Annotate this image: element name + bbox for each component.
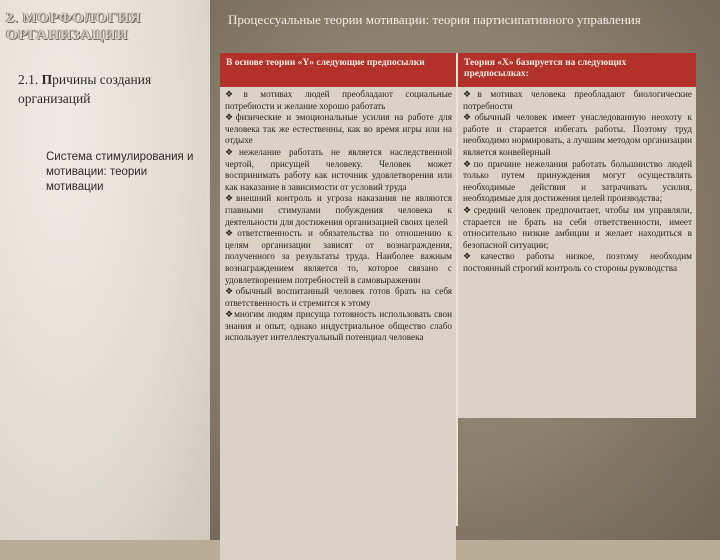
list-item: ❖нежелание работать не является наследственной чертой, присущей человеку. Человек может воспринимать работу как источник удовлетворения или как наказание в зависимости от условий труда	[225, 146, 452, 192]
list-item: ❖средний человек предпочитает, чтобы им управляли, старается не брать на себя ответственности, имеет относительно низкие амбиции и желает находиться в безопасной ситуации;	[463, 204, 692, 250]
list-item: ❖обычный человек имеет унаследованную неохоту к работе и старается избегать работы. Поэтому труд необходимо нормировать, а лучшим методом организации является конвейерный	[463, 112, 692, 157]
list-item: ❖ответственность и обязательства по отношению к целям организации зависят от вознаграждения, полученного за результаты труда. Наиболее важным вознаграждением является то, которое связано с удовлетворением потребностей в самовыражении	[225, 228, 452, 285]
theory-x-column	[458, 53, 696, 418]
list-item: ❖обычный воспитанный человек готов брать на себя ответственность и стремится к этому	[225, 286, 452, 308]
list-item: ❖физические и эмоциональные усилия на работе для человека так же естественны, как во время игры или на отдыхе	[225, 112, 452, 146]
slide-title: Процессуальные теории мотивации: теория партисипативного управления	[228, 12, 641, 27]
theory-y-header: В основе теории «Y» следующие предпосылки	[220, 53, 456, 87]
subsection-text: ричины создания организаций	[18, 72, 152, 106]
list-item: ❖в мотивах человека преобладают биологические потребности	[463, 89, 692, 111]
list-item: ❖по причине нежелания работать большинство людей только путем принуждения могут осуществлять необходимые действия и затрачивать усилия, необходимые для достижения целей производства;	[463, 158, 692, 204]
theory-y-body	[220, 87, 456, 560]
list-item: ❖многим людям присуща готовность использовать свои знания и опыт, однако индустриальное общество слабо использует интеллектуальный потенциал человека	[225, 309, 452, 343]
theory-y-column	[220, 53, 456, 560]
section-title: 2. МОРФОЛОГИЯ ОРГАНИЗАЦИИ	[6, 10, 142, 43]
subsection-title	[18, 70, 203, 108]
subsection-number: 2.1.	[18, 72, 39, 87]
list-item: ❖внешний контроль и угроза наказания не являются главными стимулами побуждения человека к деятельности для достижения организацией своих целей	[225, 193, 452, 227]
theory-x-header: Теория «Х» базируется на следующих предпосылках:	[458, 53, 696, 87]
list-item: ❖в мотивах людей преобладают социальные потребности и желание хорошо работать	[225, 89, 452, 111]
theory-x-body	[458, 87, 696, 418]
left-panel	[0, 0, 210, 540]
subsection-initial: П	[41, 72, 53, 87]
section-topic: Система стимулирования и мотивации: теории мотивации	[46, 151, 194, 193]
list-item: ❖качество работы низкое, поэтому необходим постоянный строгий контроль со стороны руководства	[463, 251, 692, 273]
